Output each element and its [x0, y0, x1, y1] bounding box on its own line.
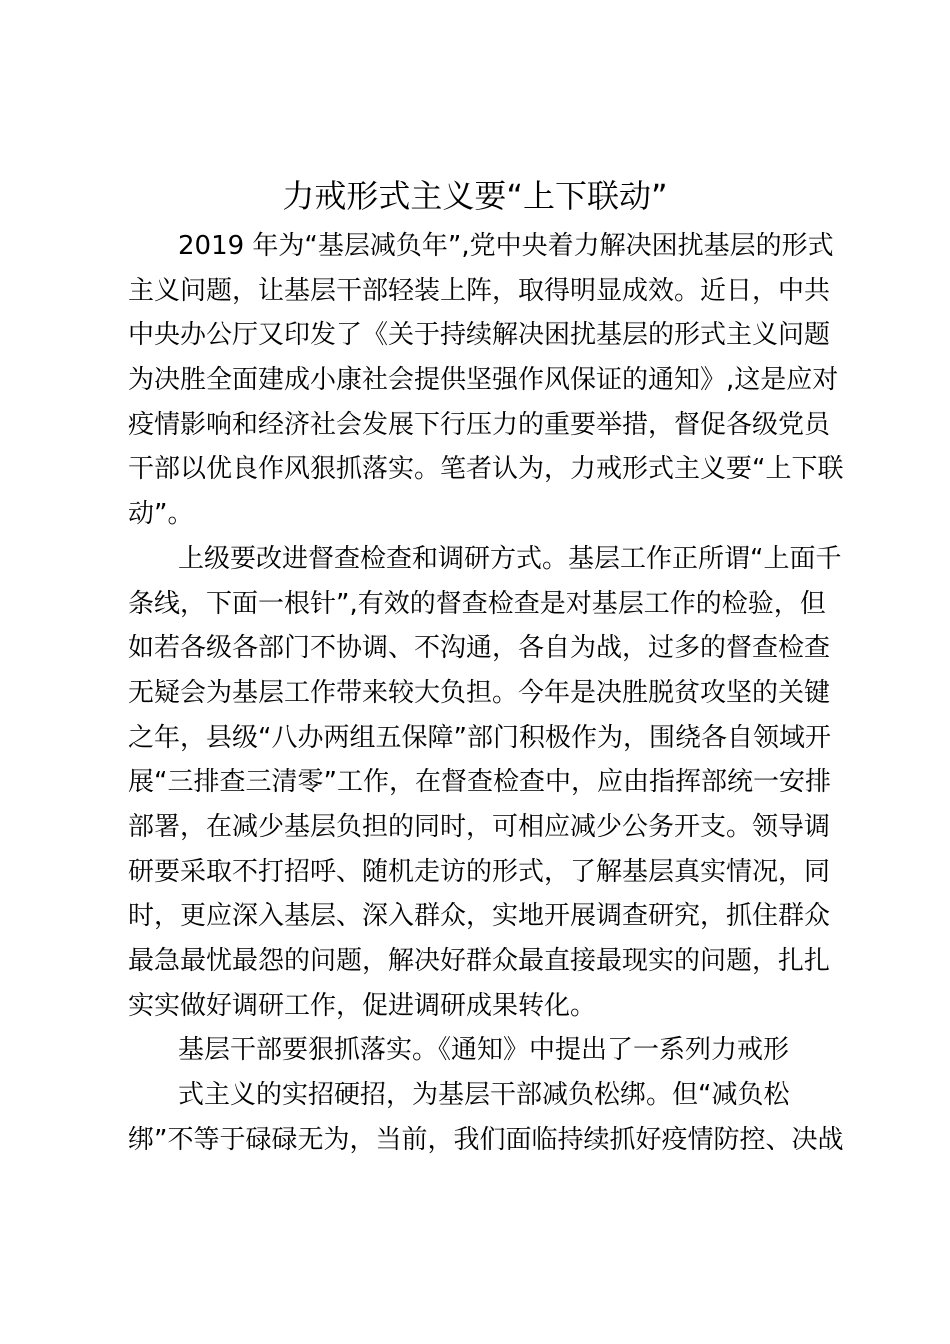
paragraph-line: 式主义的实招硬招，为基层干部减负松绑。但“减负松 [178, 1080, 790, 1111]
paragraph-line: 为决胜全面建成小康社会提供坚强作风保证的通知》,这是应对 [128, 365, 839, 396]
paragraph-line: 无疑会为基层工作带来较大负担。今年是决胜脱贫攻坚的关键 [128, 677, 831, 708]
document-title: 力戒形式主义要“上下联动” [282, 177, 668, 215]
paragraph-line: 最急最忧最怨的问题，解决好群众最直接最现实的问题，扎扎 [128, 946, 831, 976]
paragraph-line: 之年，县级“八办两组五保障”部门积极作为，围绕各自领域开 [128, 722, 831, 753]
paragraph-line: 展“三排查三清零”工作，在督查检查中，应由指挥部统一安排 [128, 767, 831, 798]
paragraph-line: 条线，下面一根针”,有效的督查检查是对基层工作的检验，但 [128, 588, 826, 619]
paragraph-line: 2019 年为“基层减负年”,党中央着力解决困扰基层的形式 [178, 231, 834, 261]
paragraph-1 [128, 224, 844, 537]
paragraph-line: 动”。 [128, 499, 194, 530]
paragraph-2 [128, 537, 840, 1029]
paragraph-line: 基层干部要狠抓落实。《通知》中提出了一系列力戒形 [178, 1035, 790, 1066]
paragraph-line: 上级要改进督查检查和调研方式。基层工作正所谓“上面千 [178, 543, 842, 574]
paragraph-line: 疫情影响和经济社会发展下行压力的重要举措，督促各级党员 [128, 409, 831, 440]
paragraph-line: 时，更应深入基层、深入群众，实地开展调查研究，抓住群众 [128, 901, 831, 932]
paragraph-line: 中央办公厅又印发了《关于持续解决困扰基层的形式主义问题 [128, 320, 831, 351]
paragraph-3 [128, 1028, 844, 1162]
paragraph-line: 如若各级各部门不协调、不沟通，各自为战，过多的督查检查 [128, 633, 831, 664]
paragraph-line: 部署，在减少基层负担的同时，可相应减少公务开支。领导调 [128, 811, 831, 842]
document-body [128, 224, 844, 1162]
paragraph-line: 实实做好调研工作，促进调研成果转化。 [128, 990, 597, 1021]
paragraph-line: 干部以优良作风狠抓落实。笔者认为，力戒形式主义要“上下联 [128, 454, 844, 485]
paragraph-line: 主义问题，让基层干部轻装上阵，取得明显成效。近日，中共 [128, 275, 831, 306]
paragraph-line: 绑”不等于碌碌无为，当前，我们面临持续抓好疫情防控、决战 [128, 1124, 844, 1155]
paragraph-line: 研要采取不打招呼、随机走访的形式，了解基层真实情况，同 [128, 856, 831, 887]
